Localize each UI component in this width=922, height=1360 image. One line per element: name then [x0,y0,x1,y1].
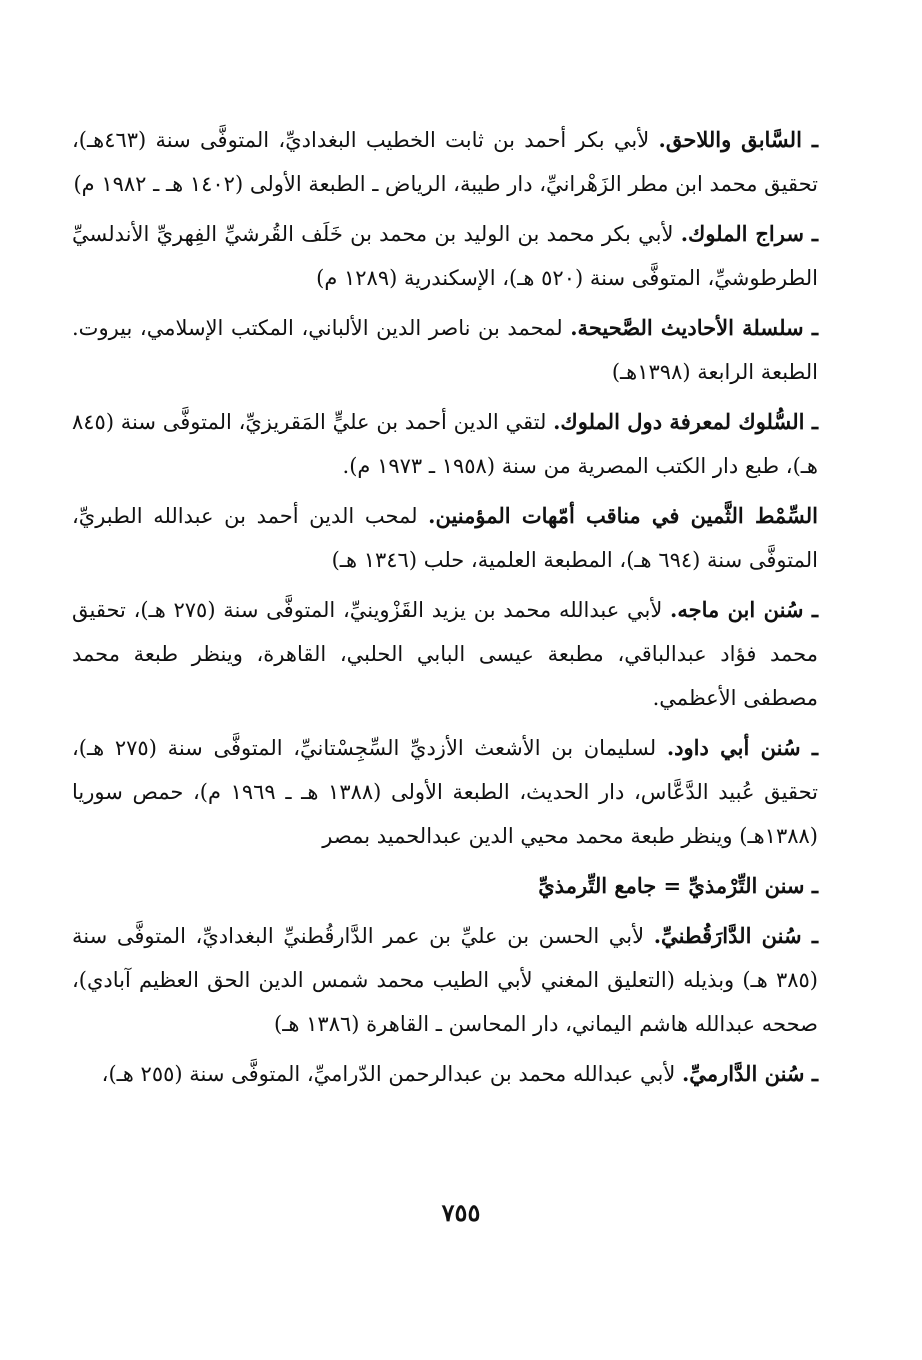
entry-body: لمحمد بن ناصر الدين الألباني، المكتب الإسلامي، بيروت. الطبعة الرابعة (١٣٩٨هـ) [72,316,818,384]
entry-body: لأبي عبدالله محمد بن عبدالرحمن الدّراميِّ، المتوفَّى سنة (٢٥٥ هـ)، [101,1062,682,1086]
bibliography-entry-8 [72,864,818,908]
bibliography-entry-1 [72,118,818,206]
entry-body: لأبي الحسن بن عليِّ بن عمر الدَّارقُطنيِّ البغداديِّ، المتوفَّى سنة (٣٨٥ هـ) وبذيله (التعليق المغني لأبي الطيب محمد شمس الدين الحق العظيم آبادي)، صححه عبدالله هاشم اليماني، دار المحاسن ـ القاهرة (١٣٨٦ هـ) [72,924,818,1036]
entry-title: ـ سُنن ابن ماجه. [670,597,819,622]
entry-body: لسليمان بن الأشعث الأزديِّ السِّجِسْتانيِّ، المتوفَّى سنة (٢٧٥ هـ)، تحقيق عُبيد الدَّعَّاس، دار الحديث، الطبعة الأولى (١٣٨٨ هـ ـ ١٩٦٩ م)، حمص سوريا (١٣٨٨هـ) وينظر طبعة محمد محيي الدين عبدالحميد بمصر [72,736,819,848]
bibliography-page [72,118,818,1102]
entry-title: ـ سلسلة الأحاديث الصَّحيحة. [570,315,818,340]
bibliography-entry-5 [72,494,818,582]
entry-title: ـ سنن التِّرْمذيِّ = جامع التِّرمذيِّ [538,873,818,898]
entry-body: لأبي عبدالله محمد بن يزيد القَزْوينيِّ، المتوفَّى سنة (٢٧٥ هـ)، تحقيق محمد فؤاد عبدالباقي، مطبعة عيسى البابي الحلبي، القاهرة، وينظر طبعة محمد مصطفى الأعظمي. [72,598,818,710]
entry-body: لتقي الدين أحمد بن عليٍّ المَقريزيِّ، المتوفَّى سنة (٨٤٥ هـ)، طبع دار الكتب المصرية من سنة (١٩٥٨ ـ ١٩٧٣ م). [72,410,818,478]
entry-title: ـ سُنن الدَّارميِّ. [682,1061,818,1086]
bibliography-entry-4 [72,400,818,488]
bibliography-entry-3 [72,306,818,394]
entry-title: ـ سراج الملوك. [680,221,818,246]
entry-body: لأبي بكر أحمد بن ثابت الخطيب البغداديِّ، المتوفَّى سنة (٤٦٣هـ)، تحقيق محمد ابن مطر الزَهْرانيِّ، دار طيبة، الرياض ـ الطبعة الأولى (١٤٠٢ هـ ـ ١٩٨٢ م) [72,128,818,196]
bibliography-entry-9 [72,914,818,1046]
entry-title: ـ سُنن أبي داود. [666,735,818,760]
entry-title: ـ سُنن الدَّارَقُطنيِّ. [653,923,818,948]
entry-title: ـ السُّلوك لمعرفة دول الملوك. [553,409,818,434]
bibliography-entry-10 [72,1052,818,1096]
page-number: ٧٥٥ [441,1198,481,1227]
bibliography-entry-2 [72,212,818,300]
entry-title: ـ السَّابق واللاحق. [658,127,818,152]
entry-body: لمحب الدين أحمد بن عبدالله الطبريِّ، المتوفَّى سنة (٦٩٤ هـ)، المطبعة العلمية، حلب (١٣٤٦ هـ) [72,504,818,572]
bibliography-entry-6 [72,588,818,720]
entry-body: لأبي بكر محمد بن الوليد بن محمد بن خَلَف القُرشيِّ الفِهريِّ الأندلسيِّ الطرطوشيِّ، المتوفَّى سنة (٥٢٠ هـ)، الإسكندرية (١٢٨٩ م) [72,222,818,290]
entry-title: السِّمْط الثَّمين في مناقب أمّهات المؤمنين. [428,503,818,528]
bibliography-entry-7 [72,726,818,858]
